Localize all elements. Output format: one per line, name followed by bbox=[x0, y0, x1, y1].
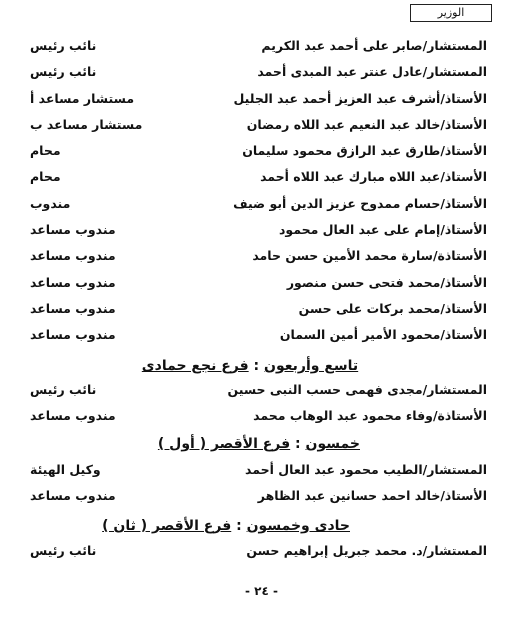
staff-title: مندوب مساعد bbox=[30, 248, 116, 264]
staff-name: الأستاذ/إمام على عبد العال محمود bbox=[278, 222, 487, 238]
staff-name: الأستاذ/عبد اللاه مبارك عبد اللاه أحمد bbox=[260, 169, 487, 185]
staff-row bbox=[30, 196, 487, 222]
staff-row bbox=[30, 222, 487, 248]
section-heading bbox=[102, 518, 350, 534]
section-heading bbox=[130, 358, 370, 374]
section-separator: : bbox=[248, 358, 265, 374]
staff-list-2 bbox=[30, 382, 487, 435]
staff-title: محام bbox=[30, 169, 61, 185]
staff-title: مندوب مساعد bbox=[30, 327, 116, 343]
staff-name: المستشار/عادل عنتر عبد المبدى أحمد bbox=[257, 64, 487, 80]
staff-title: نائب رئيس bbox=[30, 382, 97, 397]
staff-row bbox=[30, 117, 487, 143]
staff-name: المستشار/مجدى فهمى حسب النبى حسين bbox=[227, 382, 487, 397]
staff-title: مندوب مساعد bbox=[30, 300, 116, 316]
staff-title: نائب رئيس bbox=[30, 38, 97, 53]
staff-name: الأستاذ/محمود الأمير أمين السمان bbox=[279, 327, 487, 343]
section-heading bbox=[157, 436, 360, 452]
staff-row bbox=[30, 462, 487, 488]
staff-list-4 bbox=[30, 543, 487, 569]
staff-name: الأستاذ/خالد عبد النعيم عبد اللاه رمضان bbox=[246, 116, 487, 132]
section-branch: فرع الأقصر ( ثان ) bbox=[102, 518, 232, 534]
staff-name: المستشار/صابر على أحمد عبد الكريم bbox=[261, 38, 487, 53]
section-branch: فرع نجع حمادى bbox=[141, 358, 249, 374]
section-number: تاسع وأربعون bbox=[264, 358, 359, 374]
staff-title: نائب رئيس bbox=[30, 543, 97, 558]
staff-row bbox=[30, 143, 487, 169]
staff-row bbox=[30, 488, 487, 514]
staff-title: مندوب مساعد bbox=[30, 408, 116, 424]
section-number: حادى وخمسون bbox=[246, 518, 350, 534]
staff-row bbox=[30, 38, 487, 64]
staff-row bbox=[30, 64, 487, 90]
section-separator: : bbox=[290, 436, 306, 452]
staff-row bbox=[30, 382, 487, 408]
staff-list-1 bbox=[30, 38, 487, 354]
staff-name: الأستاذ/محمد فتحى حسن منصور bbox=[286, 274, 487, 290]
staff-row bbox=[30, 248, 487, 274]
staff-name: الأستاذة/سارة محمد الأمين حسن حامد bbox=[252, 248, 487, 264]
staff-title: نائب رئيس bbox=[30, 64, 97, 80]
staff-row bbox=[30, 327, 487, 353]
staff-name: المستشار/الطيب محمود عبد العال أحمد bbox=[245, 462, 487, 477]
staff-name: الأستاذ/أشرف عبد العزيز أحمد عبد الجليل bbox=[233, 90, 487, 106]
staff-title: مستشار مساعد أ bbox=[30, 90, 135, 106]
header-label: الوزير bbox=[410, 4, 492, 22]
section-separator: : bbox=[231, 518, 247, 534]
staff-title: مندوب مساعد bbox=[30, 488, 116, 504]
staff-row bbox=[30, 543, 487, 569]
staff-list-3 bbox=[30, 462, 487, 515]
staff-row bbox=[30, 91, 487, 117]
staff-name: الأستاذ/خالد احمد حسانين عبد الظاهر bbox=[257, 488, 487, 504]
staff-name: المستشار/د. محمد جبريل إبراهيم حسن bbox=[246, 543, 487, 558]
staff-title: مندوب مساعد bbox=[30, 274, 116, 290]
staff-name: الأستاذ/طارق عبد الرازق محمود سليمان bbox=[242, 143, 487, 159]
staff-title: محام bbox=[30, 143, 61, 159]
staff-title: مستشار مساعد ب bbox=[30, 116, 143, 132]
staff-title: مندوب bbox=[30, 195, 71, 211]
staff-row bbox=[30, 301, 487, 327]
staff-title: مندوب مساعد bbox=[30, 222, 116, 238]
staff-row bbox=[30, 275, 487, 301]
staff-row bbox=[30, 169, 487, 195]
staff-name: الأستاذ/حسام ممدوح عزيز الدين أبو ضيف bbox=[233, 195, 487, 211]
page-number: - ٢٤ - bbox=[245, 584, 278, 598]
section-number: خمسون bbox=[305, 436, 360, 452]
staff-name: الأستاذة/وفاء محمود عبد الوهاب محمد bbox=[253, 408, 487, 424]
section-branch: فرع الأقصر ( أول ) bbox=[157, 436, 291, 452]
staff-row bbox=[30, 408, 487, 434]
staff-title: وكيل الهيئة bbox=[30, 462, 101, 477]
staff-name: الأستاذ/محمد بركات على حسن bbox=[298, 300, 487, 316]
